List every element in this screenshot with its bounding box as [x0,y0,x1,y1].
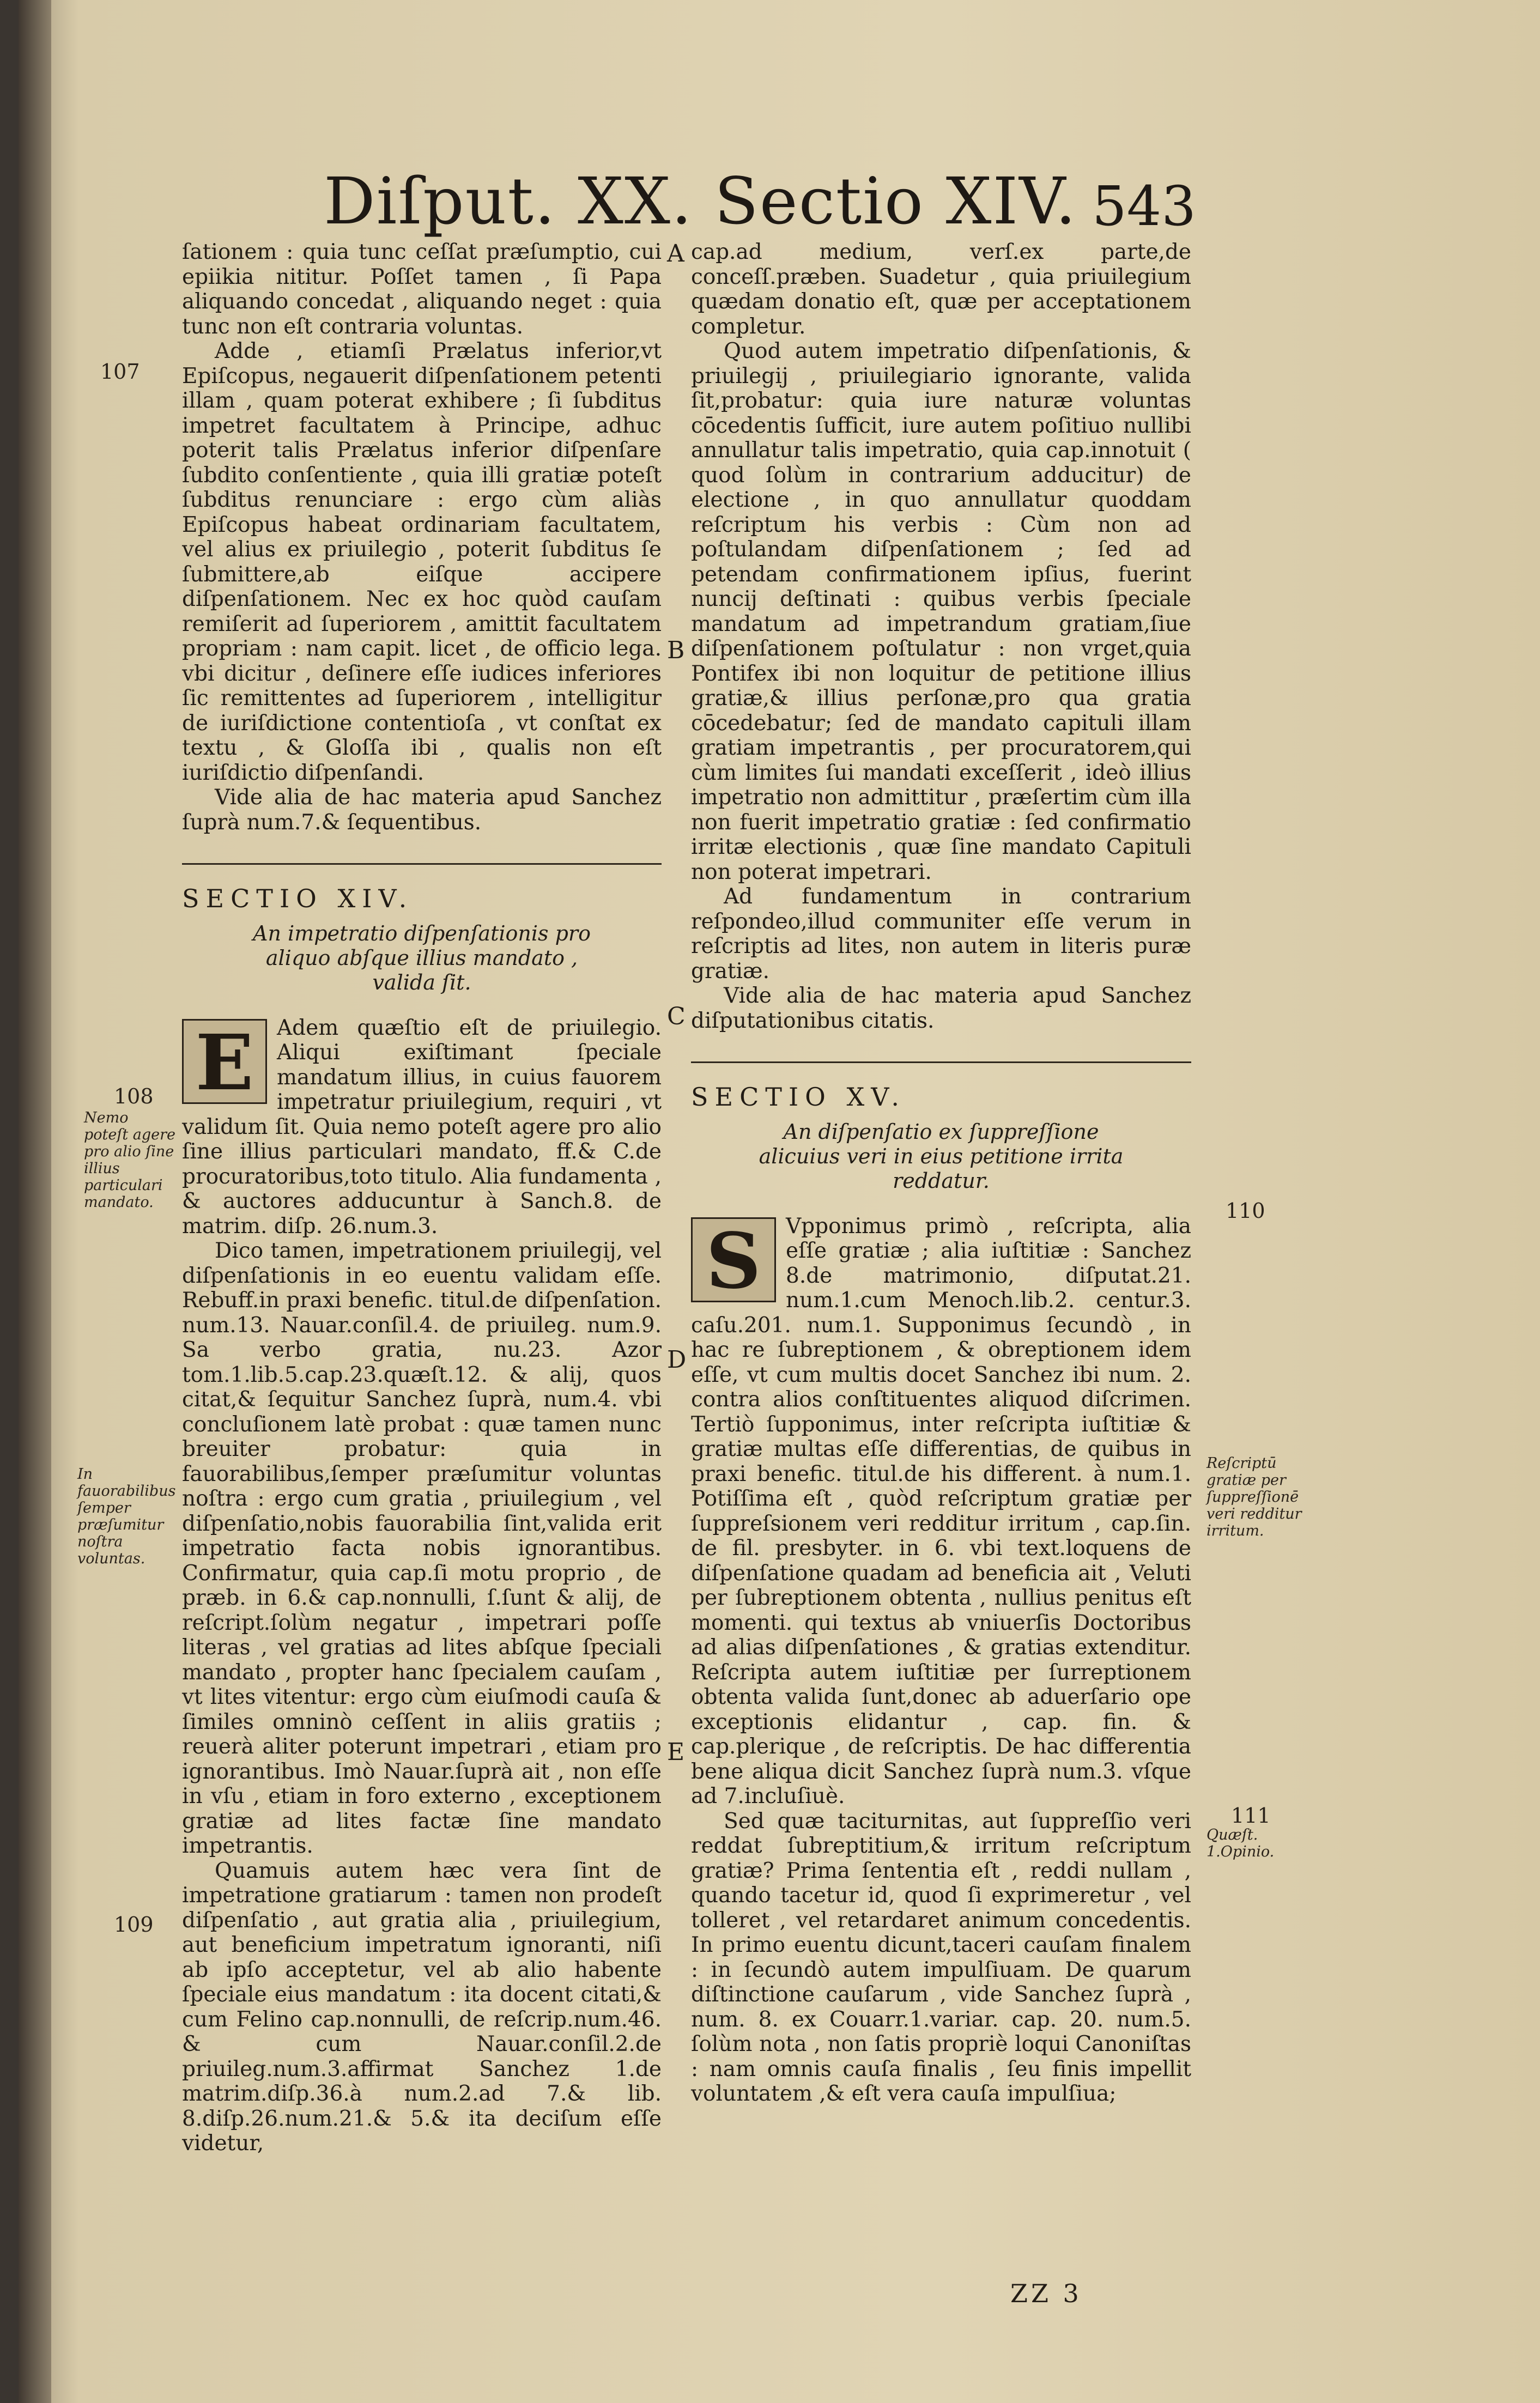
margin-number: 110 [1226,1199,1265,1223]
drop-cap-ornament [182,1018,267,1108]
paragraph: Vpponimus primò , reſcripta, alia eſſe gratiæ ; alia iuſtitiæ : Sanchez 8.de matrimonio, diſputat.21. num.1.cum Menoch.lib.2. centur.3. caſu.201. num.1. Supponimus ſecundò , in hac re ſubreptionem , & obreptionem idem eſſe, vt cum multis docet Sanchez ibi num. 2. contra alios conſtituentes aliquod diſcrimen. Tertiò ſupponimus, inter reſcripta iuſtitiæ & gratiæ multas eſſe differentias, de quibus in praxi benefic. titul.de his different. à num.1. Potiſſima eſt , quòd reſcriptum gratiæ per ſuppreſsionem veri redditur irritum , cap.ſin. de fil. presbyter. in 6. vbi text.loquens de diſpenſatione quadam ad beneficia ait , Veluti per ſubreptionem obtenta , nullius penitus eſt momenti. qui textus ab vniuerſis Doctoribus ad alias diſpenſationes , & gratias extenditur. Reſcripta autem iuſtitiæ per ſurreptionem obtenta valida ſunt,donec ab aduerſario ope exceptionis elidantur , cap. fin. & cap.plerique , de reſcriptis. De hac differentia bene aliqua dicit Sanchez ſuprà num.3. vſque ad 7.incluſiuè. [691,1213,1191,1809]
section-letter: C [667,1003,686,1030]
book-gutter-shadow [19,0,51,2403]
margin-note: Quæſt. 1.Opinio. [1206,1826,1275,1860]
drop-cap-letter: S [706,1216,761,1306]
running-title: Diſput. XX. Sectio XIV. [324,163,1077,239]
margin-number: 108 [114,1084,154,1108]
page-number: 543 [1092,174,1196,238]
section-heading: SECTIO XIV. [182,884,414,913]
section-divider [182,863,662,865]
section-title: An impetratio diſpenſationis pro aliquo abſque illius mandato , valida ſit. [253,921,591,994]
drop-cap-ornament [691,1216,776,1306]
paragraph: Adde , etiamſi Prælatus inferior,vt Epiſcopus, negauerit diſpenſationem petenti illam , quam poterat exhibere ; ſi ſubditus impetret facultatem à Principe, adhuc poterit talis Prælatus inferior diſpenſare ſubdito conſentiente , quia illi gratiæ poteſt ſubditus renunciare : ergo cùm aliàs Epiſcopus habeat ordinariam facultatem, vel alius ex priuilegio , poterit ſubditus ſe ſubmittere,ab eiſque accipere diſpenſationem. Nec ex hoc quòd cauſam remiſerit ad ſuperiorem , amittit facultatem propriam : nam capit. licet , de officio lega. vbi dicitur , deſinere eſſe iudices inferiores ſic remittentes ad ſuperiorem , intelligitur de iuriſdictione contentioſa , vt conſtat ex textu , & Gloſſa ibi , qualis non eſt iuriſdictio diſpenſandi. [182,339,662,785]
left-column [182,240,662,2156]
paragraph: Sed quæ taciturnitas, aut ſuppreſſio veri reddat ſubreptitium,& irritum reſcriptum gratiæ? Prima ſententia eſt , reddi nullam , quando tacetur id, quod ſi exprimeretur , vel tolleret , vel retardaret animum concedentis. In primo euentu dicunt,taceri cauſam finalem : in ſecundò autem impulſiuam. De quarum diſtinctione cauſarum , vide Sanchez ſuprà , num. 8. ex Couarr.1.variar. cap. 20. num.5. ſolùm nota , non ſatis propriè loqui Canoniſtas : nam omnis cauſa finalis , ſeu finis impellit voluntatem ,& eſt vera cauſa impulſiua; [691,1809,1191,2106]
margin-note: In fauorabilibus ſemper præſumitur noſtra voluntas. [77,1466,176,1567]
section-divider [691,1061,1191,1063]
signature-mark: ZZ 3 [1010,2279,1082,2308]
section-heading: SECTIO XV. [691,1082,906,1112]
section-letter: E [667,1738,685,1766]
margin-note: Reſcriptū gratiæ per ſuppreſſionē veri redditur irritum. [1206,1455,1302,1539]
section-letter: B [667,636,685,664]
margin-number: 107 [100,360,140,384]
book-page [19,0,1540,2403]
paragraph: Dico tamen, impetrationem priuilegij, vel diſpenſationis in eo euentu validam eſſe. Rebuff.in praxi benefic. titul.de diſpenſation. num.13. Nauar.conſil.4. de priuileg. num.9. Sa verbo gratia, nu.23. Azor tom.1.lib.5.cap.23.quæſt.12. & alij, quos citat,& ſequitur Sanchez ſuprà, num.4. vbi concluſionem latè probat : quæ tamen nunc breuiter probatur: quia in fauorabilibus,ſemper præſumitur voluntas noſtra : ergo cum gratia , priuilegium , vel diſpenſatio,nobis fauorabilia ſint,valida erit impetratio facta nobis ignorantibus. Confirmatur, quia cap.ſi motu proprio , de præb. in 6.& cap.nonnulli, ſ.ſunt & alij, de reſcript.ſolùm negatur , impetrari poſſe literas , vel gratias ad lites abſque ſpeciali mandato , propter hanc ſpecialem cauſam , vt lites vitentur: ergo cùm eiuſmodi cauſa & ſimiles omninò ceſſent in aliis gratiis ; reuerà aliter poterunt impetrari , etiam pro ignorantibus. Imò Nauar.ſuprà ait , non eſſe in vſu , etiam in foro externo , exceptionem gratiæ ad lites factæ ſine mandato impetrantis. [182,1239,662,1858]
margin-number: 111 [1231,1804,1271,1828]
drop-cap-letter: E [195,1018,254,1108]
page-header [19,163,1540,245]
margin-note: Nemo poteſt agere pro alio ſine illius particulari mandato. [84,1109,176,1211]
paragraph: Vide alia de hac materia apud Sanchez diſputationibus citatis. [691,984,1191,1033]
paragraph: ſationem : quia tunc ceſſat præſumptio, cui epiikia nititur. Poſſet tamen , ſi Papa aliquando concedat , aliquando neget : quia tunc non eſt contraria voluntas. [182,240,662,339]
paragraph: cap.ad medium, verſ.ex parte,de conceſſ.præben. Suadetur , quia priuilegium quædam donatio eſt, quæ per acceptationem completur. [691,240,1191,339]
section-letter: A [667,240,684,268]
right-column [691,240,1191,2107]
paragraph: Ad fundamentum in contrarium reſpondeo,illud communiter eſſe verum in reſcriptis ad lites, non autem in literis puræ gratiæ. [691,884,1191,984]
margin-number: 109 [114,1913,154,1937]
section-title: An diſpenſatio ex ſuppreſſione alicuius veri in eius petitione irrita reddatur. [759,1119,1124,1193]
paragraph: Vide alia de hac materia apud Sanchez ſuprà num.7.& ſequentibus. [182,785,662,835]
paragraph: Quod autem impetratio diſpenſationis, & priuilegij , priuilegiario ignorante, valida ſit,probatur: quia iure naturæ voluntas cōcedentis ſufficit, iure autem poſitiuo nullibi annullatur talis impetratio, quia cap.innotuit ( quod ſolùm in contrarium adducitur) de electione , in quo annullatur quoddam reſcriptum his verbis : Cùm non ad poſtulandam diſpenſationem ; ſed ad petendam confirmationem ipſius, fuerint nuncij deſtinati : quibus verbis ſpeciale mandatum ad impetrandum gratiam,ſiue diſpenſationem poſtulatur : non vrget,quia Pontifex ibi non loquitur de petitione illius gratiæ,& illius perſonæ,pro qua gratia cōcedebatur; ſed de mandato capituli illam gratiam impetrantis , per procuratorem,qui cùm limites ſui mandati exceſſerit , ideò illius impetratio non admittitur , præſertim cùm illa non fuerit impetratio gratiæ : ſed confirmatio irritæ electionis , quæ ſine mandato Capituli non poterat impetrari. [691,339,1191,884]
paragraph: Adem quæſtio eſt de priuilegio. Aliqui exiſtimant ſpeciale mandatum illius, in cuius fauorem impetratur priuilegium, requiri , vt validum ſit. Quia nemo poteſt agere pro alio ſine illius particulari mandato, ff.& C.de procuratoribus,toto titulo. Alia fundamenta , & auctores adducuntur à Sanch.8. de matrim. diſp. 26.num.3. [182,1015,662,1239]
section-letter: D [667,1346,687,1374]
paragraph: Quamuis autem hæc vera ſint de impetratione gratiarum : tamen non prodeſt diſpenſatio , aut gratia alia , priuilegium, aut beneficium impetratum ignoranti, niſi ab ipſo acceptetur, vel ab alio habente ſpeciale eius mandatum : ita docent citati,& cum Felino cap.nonnulli, de reſcrip.num.46. & cum Nauar.conſil.2.de priuileg.num.3.affirmat Sanchez 1.de matrim.diſp.36.à num.2.ad 7.& lib. 8.diſp.26.num.21.& 5.& ita deciſum eſſe videtur, [182,1858,662,2156]
